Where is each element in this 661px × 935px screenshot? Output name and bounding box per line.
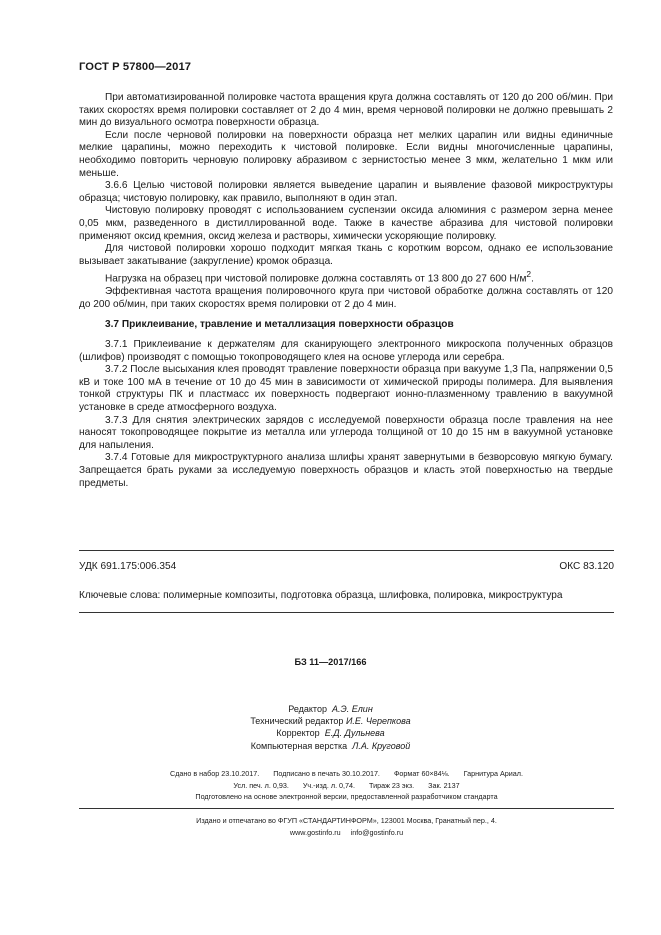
- divider: [79, 550, 614, 551]
- paragraph: Чистовую полировку проводят с использованием суспензии оксида алюминия с размером зерна менее 0,05 мкм, разведенного в дистиллированной воде. Также в качестве абразива для чистовой полировки применяют оксид кремния, оксид железа и растворы, химически ускоряющие полировку.: [79, 205, 613, 242]
- website-link[interactable]: www.gostinfo.ru: [289, 827, 341, 837]
- print-line: [79, 780, 614, 792]
- paragraph: 3.7.2 После высыхания клея проводят травление поверхности образца при вакууме 1,3 Па, напряжении 0,5 кВ и токе 100 мА в течение от 10 до 45 мин в зависимости от химической природы полимера. Для выявления тонкой структуры ПК и пластмасс их поверхность подвергают ионно-плазменному травлению в вакуумной установке в среде атмосферного воздуха.: [79, 364, 613, 414]
- paragraph: 3.7.4 Готовые для микроструктурного анализа шлифы хранят завернутыми в безворсовую мягкую бумагу. Запрещается брать руками за исследуемую поверхность образцов и класть этой поверхностью на твердые предметы.: [79, 452, 613, 489]
- credit-line: [0, 703, 661, 715]
- paragraph: 3.6.6 Целью чистовой полировки является выведение царапин и выявление фазовой микроструктуры образца; чистовую полировку, как правило, выполняют в один этап.: [79, 180, 613, 204]
- credit-line: [0, 740, 661, 752]
- print-item: Уч.-изд. л. 0,74.: [302, 780, 356, 790]
- credit-name: А.Э. Елин: [331, 704, 373, 714]
- print-line: [79, 768, 614, 780]
- superscript: 2: [526, 269, 532, 280]
- print-line: Подготовлено на основе электронной версии, предоставленной разработчиком стандарта: [195, 792, 498, 801]
- credit-name: И.Е. Черепкова: [345, 716, 411, 727]
- print-item: Сдано в набор 23.10.2017.: [170, 769, 260, 778]
- credit-name: Л.А. Круговой: [352, 740, 411, 751]
- print-item: Усл. печ. л. 0,93.: [233, 780, 289, 790]
- paragraph: Для чистовой полировки хорошо подходит мягкая ткань с коротким ворсом, однако ее использование вызывает закатывание (закругление) кромок образца.: [79, 243, 613, 267]
- print-item: Подписано в печать 30.10.2017.: [273, 769, 380, 778]
- divider: [79, 612, 614, 613]
- bz-number: БЗ 11—2017/166: [294, 657, 367, 667]
- credit-role: Компьютерная верстка: [250, 740, 348, 751]
- load-text-end: .: [531, 273, 534, 285]
- print-info: [79, 768, 614, 803]
- divider: [79, 808, 614, 809]
- credit-line: [0, 727, 661, 739]
- credit-role: Корректор: [276, 728, 320, 739]
- publisher-line: Издано и отпечатано во ФГУП «СТАНДАРТИНФОРМ», 123001 Москва, Гранатный пер., 4.: [196, 816, 497, 825]
- paragraph: Если после черновой полировки на поверхности образца нет мелких царапин или видны единичные мелкие царапины, можно переходить к чистовой полировке. Если видны многочисленные царапины, необходимо повторить черновую полировку абразивом с зернистостью менее 3 мкм, желательно 1 мкм или меньше.: [79, 129, 613, 179]
- body-text: [79, 92, 613, 490]
- print-item: Гарнитура Ариал.: [463, 769, 523, 778]
- contact-line: [79, 827, 614, 839]
- print-item: Тираж 23 экз.: [369, 780, 415, 790]
- keywords: Ключевые слова: полимерные композиты, подготовка образца, шлифовка, полировка, микроструктура: [79, 590, 563, 601]
- credit-role: Редактор: [288, 704, 327, 714]
- paragraph: 3.7.1 Приклеивание к держателям для сканирующего электронного микроскопа полученных образцов (шлифов) производят с помощью токопроводящего клея на основе углерода или серебра.: [79, 339, 613, 363]
- oks-code: ОКС 83.120: [559, 561, 614, 572]
- print-item: Зак. 2137: [428, 780, 460, 790]
- email-link[interactable]: info@gostinfo.ru: [350, 827, 404, 837]
- paragraph-load: [79, 268, 613, 286]
- credit-name: Е.Д. Дульнева: [324, 728, 385, 739]
- standard-code: ГОСТ Р 57800—2017: [79, 61, 192, 73]
- load-text: Нагрузка на образец при чистовой полировке должна составлять от 13 800 до 27 600 Н/м: [105, 273, 527, 285]
- credit-role: Технический редактор: [250, 716, 344, 727]
- udk-code: УДК 691.175:006.354: [79, 561, 177, 572]
- credit-line: [0, 715, 661, 727]
- paragraph: Эффективная частота вращения полировочного круга при чистовой обработке должна составлять от 120 до 200 об/мин, при таких скоростях время полировки от 2 до 4 мин.: [79, 286, 613, 310]
- credits: [0, 703, 661, 752]
- paragraph: При автоматизированной полировке частота вращения круга должна составлять от 120 до 200 об/мин. При таких скоростях время полировки составляет от 2 до 4 мин, время черновой полировки не должно превышать 2 мин до визуального осмотра поверхности образца.: [79, 92, 613, 129]
- publisher-info: [79, 815, 614, 838]
- classification-row: [79, 561, 614, 572]
- paragraph: 3.7.3 Для снятия электрических зарядов с исследуемой поверхности образца после травления на нее наносят токопроводящее покрытие из металла или углерода толщиной от 10 до 15 нм в вакуумной установке для напыления.: [79, 414, 613, 451]
- print-item: Формат 60×84⅛.: [393, 769, 450, 778]
- section-heading: 3.7 Приклеивание, травление и металлизация поверхности образцов: [105, 319, 454, 331]
